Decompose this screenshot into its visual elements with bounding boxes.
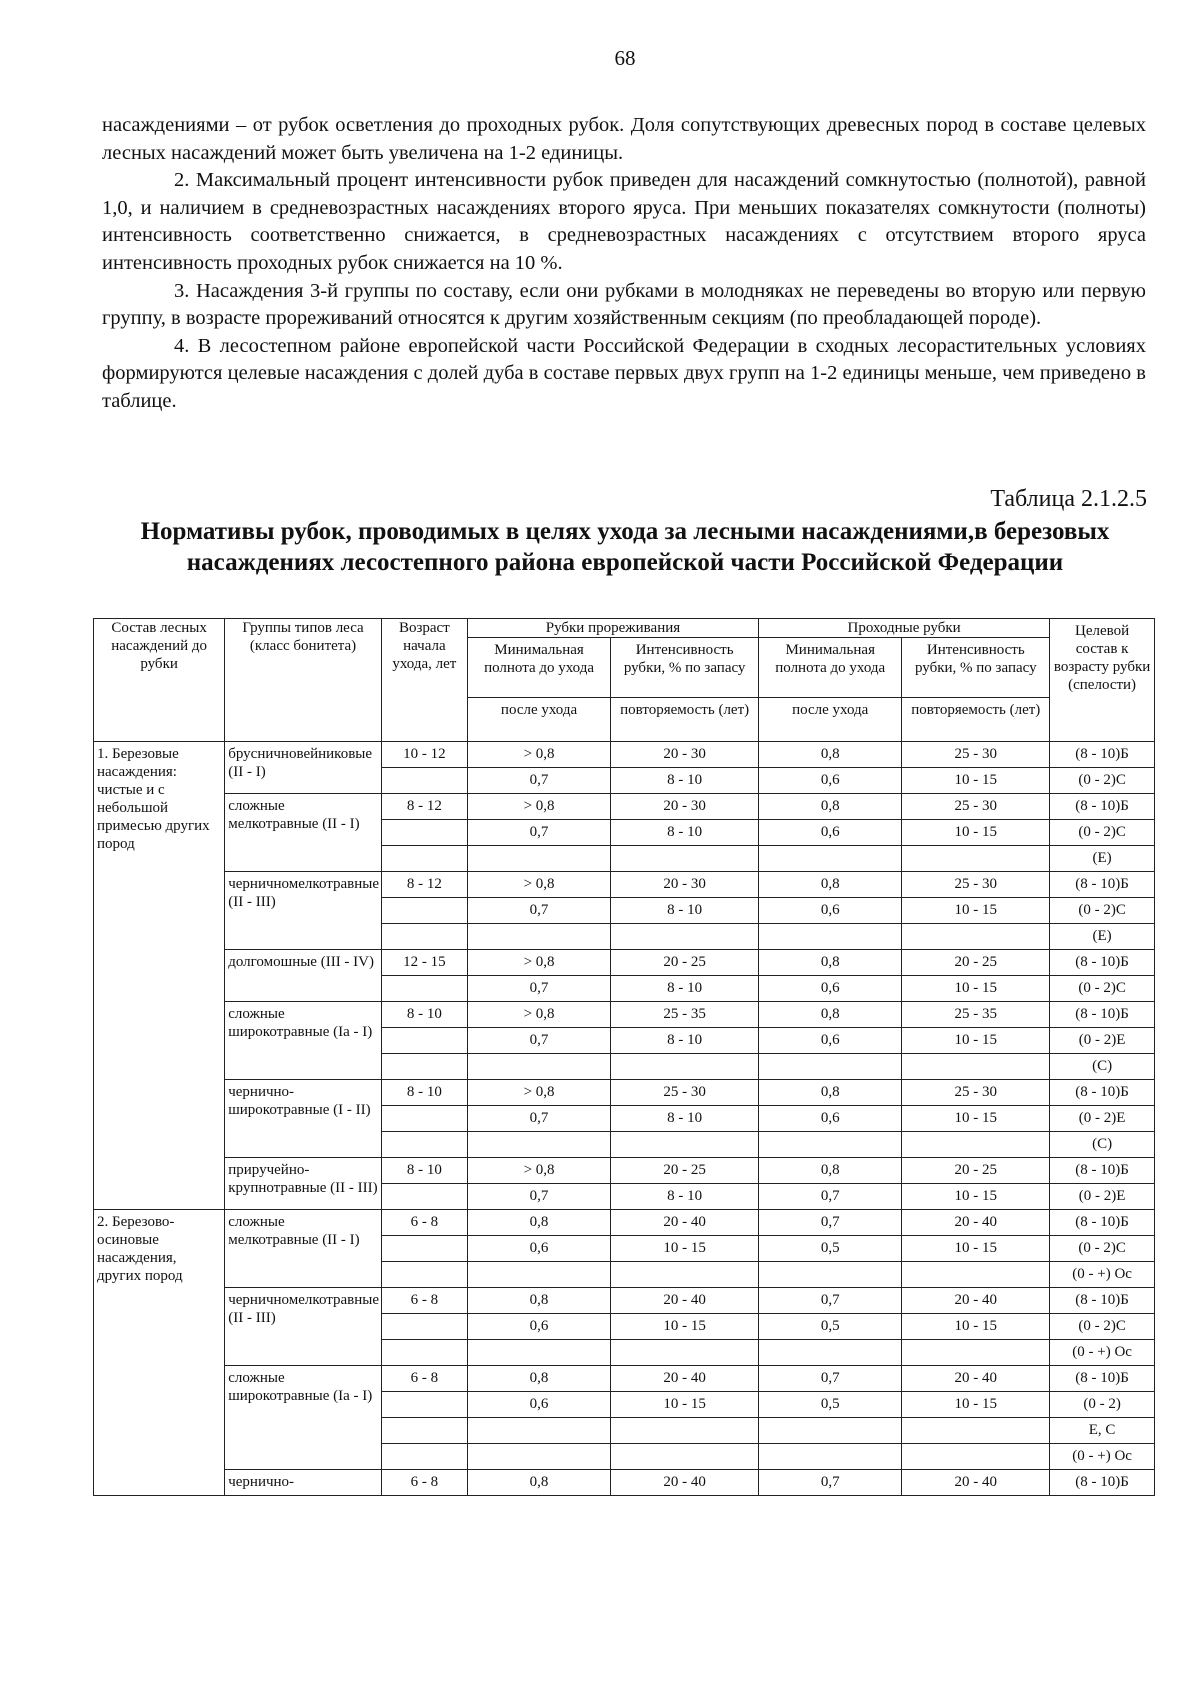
passage-intensity-cell [902, 1132, 1050, 1158]
passage-density-cell: 0,7 [759, 1210, 902, 1236]
header-target: Целевой состав к возрасту рубки (спелости) [1050, 619, 1155, 742]
intro-paragraph: насаждениями – от рубок осветления до проходных рубок. Доля сопутствующих древесных пород в составе целевых лесных насаждений может быть увеличена на 1-2 единицы. [102, 114, 1146, 164]
table-row [94, 1158, 1155, 1184]
target-composition-cell: (8 - 10)Б [1050, 1158, 1155, 1184]
start-age-cell [381, 898, 467, 924]
header-thinning: Рубки прореживания [467, 619, 758, 638]
start-age-cell [381, 820, 467, 846]
thinning-intensity-cell: 10 - 15 [611, 1314, 759, 1340]
passage-intensity-cell: 10 - 15 [902, 1392, 1050, 1418]
table-row [94, 1002, 1155, 1028]
thinning-density-cell: 0,6 [467, 1314, 610, 1340]
target-composition-cell: (0 - 2)Е [1050, 1028, 1155, 1054]
start-age-cell: 8 - 12 [381, 872, 467, 898]
start-age-cell [381, 924, 467, 950]
thinning-density-cell: > 0,8 [467, 872, 610, 898]
header-repeat: повторяемость (лет) [902, 698, 1050, 742]
start-age-cell: 8 - 10 [381, 1002, 467, 1028]
thinning-intensity-cell: 8 - 10 [611, 820, 759, 846]
passage-intensity-cell: 10 - 15 [902, 1028, 1050, 1054]
thinning-density-cell: 0,7 [467, 768, 610, 794]
table-header [94, 619, 1155, 742]
target-composition-cell: (0 - 2) [1050, 1392, 1155, 1418]
passage-intensity-cell: 25 - 30 [902, 742, 1050, 768]
forest-type-cell: чернично- [225, 1470, 382, 1496]
passage-intensity-cell: 10 - 15 [902, 768, 1050, 794]
passage-density-cell: 0,7 [759, 1366, 902, 1392]
table-row [94, 1288, 1155, 1314]
norms-table [93, 618, 1155, 1496]
target-composition-cell: (0 - 2)С [1050, 1314, 1155, 1340]
thinning-intensity-cell: 20 - 40 [611, 1470, 759, 1496]
passage-density-cell: 0,8 [759, 794, 902, 820]
composition-cell: 2. Березово-осиновые насаждения, других пород [94, 1210, 225, 1496]
passage-intensity-cell: 10 - 15 [902, 1236, 1050, 1262]
target-composition-cell: (0 - 2)Е [1050, 1106, 1155, 1132]
start-age-cell: 10 - 12 [381, 742, 467, 768]
header-after-care: после ухода [467, 698, 610, 742]
header-start-age: Возраст начала ухода, лет [381, 619, 467, 742]
table-row [94, 1210, 1155, 1236]
header-forest-groups: Группы типов леса (класс бонитета) [225, 619, 382, 742]
target-composition-cell: (0 - 2)Е [1050, 1184, 1155, 1210]
forest-type-cell: черничномелкотравные (II - III) [225, 1288, 382, 1366]
thinning-density-cell: 0,8 [467, 1288, 610, 1314]
composition-cell: 1. Березовые насаждения: чистые и с небольшой примесью других пород [94, 742, 225, 1210]
passage-intensity-cell: 10 - 15 [902, 820, 1050, 846]
thinning-intensity-cell: 20 - 30 [611, 872, 759, 898]
thinning-density-cell [467, 846, 610, 872]
table-row [94, 742, 1155, 768]
passage-intensity-cell [902, 924, 1050, 950]
start-age-cell: 12 - 15 [381, 950, 467, 976]
passage-intensity-cell: 20 - 40 [902, 1210, 1050, 1236]
passage-density-cell: 0,5 [759, 1236, 902, 1262]
start-age-cell [381, 1184, 467, 1210]
thinning-density-cell: 0,7 [467, 1028, 610, 1054]
thinning-intensity-cell [611, 1054, 759, 1080]
table-row [94, 1366, 1155, 1392]
header-min-density: Минимальная полнота до ухода [467, 638, 610, 698]
target-composition-cell: (0 - 2)С [1050, 976, 1155, 1002]
passage-density-cell: 0,8 [759, 872, 902, 898]
thinning-intensity-cell: 8 - 10 [611, 1028, 759, 1054]
thinning-density-cell: > 0,8 [467, 794, 610, 820]
thinning-density-cell [467, 1418, 610, 1444]
target-composition-cell: (Е) [1050, 846, 1155, 872]
forest-type-cell: приручейно-крупнотравные (II - III) [225, 1158, 382, 1210]
target-composition-cell: (8 - 10)Б [1050, 1002, 1155, 1028]
forest-type-cell: брусничновейниковые (II - I) [225, 742, 382, 794]
thinning-intensity-cell: 8 - 10 [611, 1106, 759, 1132]
target-composition-cell: (С) [1050, 1054, 1155, 1080]
header-after-care: после ухода [759, 698, 902, 742]
passage-density-cell: 0,8 [759, 950, 902, 976]
thinning-density-cell: 0,8 [467, 1210, 610, 1236]
thinning-intensity-cell: 10 - 15 [611, 1392, 759, 1418]
header-repeat: повторяемость (лет) [611, 698, 759, 742]
table-row [94, 1470, 1155, 1496]
passage-density-cell [759, 1262, 902, 1288]
target-composition-cell: (8 - 10)Б [1050, 742, 1155, 768]
table-title: Нормативы рубок, проводимых в целях ухода за лесными насаждениями,в березовых насаждениях лесостепного района европейской части Российской Федерации [140, 518, 1110, 576]
passage-intensity-cell: 20 - 40 [902, 1366, 1050, 1392]
thinning-density-cell: > 0,8 [467, 1158, 610, 1184]
thinning-intensity-cell: 20 - 40 [611, 1366, 759, 1392]
target-composition-cell: (0 - 2)С [1050, 768, 1155, 794]
thinning-intensity-cell [611, 1444, 759, 1470]
thinning-intensity-cell [611, 924, 759, 950]
passage-intensity-cell: 20 - 40 [902, 1288, 1050, 1314]
thinning-density-cell: 0,6 [467, 1392, 610, 1418]
start-age-cell [381, 846, 467, 872]
passage-density-cell: 0,8 [759, 742, 902, 768]
thinning-density-cell [467, 924, 610, 950]
start-age-cell [381, 1392, 467, 1418]
passage-density-cell: 0,6 [759, 898, 902, 924]
start-age-cell [381, 1132, 467, 1158]
start-age-cell: 8 - 10 [381, 1080, 467, 1106]
thinning-density-cell: 0,7 [467, 1106, 610, 1132]
target-composition-cell: (8 - 10)Б [1050, 794, 1155, 820]
thinning-intensity-cell [611, 1262, 759, 1288]
passage-intensity-cell [902, 1262, 1050, 1288]
passage-density-cell: 0,6 [759, 768, 902, 794]
thinning-density-cell: 0,7 [467, 1184, 610, 1210]
forest-type-cell: черничномелкотравные (II - III) [225, 872, 382, 950]
thinning-intensity-cell [611, 1340, 759, 1366]
start-age-cell [381, 976, 467, 1002]
passage-density-cell [759, 1418, 902, 1444]
table-row [94, 794, 1155, 820]
target-composition-cell: (8 - 10)Б [1050, 950, 1155, 976]
thinning-intensity-cell: 20 - 25 [611, 950, 759, 976]
thinning-density-cell: 0,7 [467, 898, 610, 924]
thinning-intensity-cell: 8 - 10 [611, 976, 759, 1002]
start-age-cell [381, 1444, 467, 1470]
header-intensity: Интенсивность рубки, % по запасу [902, 638, 1050, 698]
thinning-intensity-cell: 20 - 25 [611, 1158, 759, 1184]
target-composition-cell: (Е) [1050, 924, 1155, 950]
forest-type-cell: сложные мелкотравные (II - I) [225, 794, 382, 872]
thinning-density-cell: 0,7 [467, 820, 610, 846]
passage-density-cell [759, 1054, 902, 1080]
target-composition-cell: (0 - 2)С [1050, 820, 1155, 846]
passage-density-cell [759, 846, 902, 872]
thinning-intensity-cell [611, 846, 759, 872]
table-row [94, 950, 1155, 976]
passage-density-cell: 0,6 [759, 1106, 902, 1132]
start-age-cell [381, 1340, 467, 1366]
thinning-density-cell: 0,6 [467, 1236, 610, 1262]
start-age-cell [381, 1418, 467, 1444]
header-min-density: Минимальная полнота до ухода [759, 638, 902, 698]
passage-intensity-cell [902, 1054, 1050, 1080]
intro-text [102, 112, 1146, 416]
passage-intensity-cell: 10 - 15 [902, 1184, 1050, 1210]
passage-intensity-cell [902, 1418, 1050, 1444]
target-composition-cell: (8 - 10)Б [1050, 1366, 1155, 1392]
passage-intensity-cell: 10 - 15 [902, 1314, 1050, 1340]
start-age-cell: 6 - 8 [381, 1288, 467, 1314]
thinning-density-cell [467, 1262, 610, 1288]
forest-type-cell: долгомошные (III - IV) [225, 950, 382, 1002]
table-body [94, 742, 1155, 1496]
thinning-intensity-cell: 20 - 40 [611, 1288, 759, 1314]
passage-density-cell: 0,5 [759, 1392, 902, 1418]
target-composition-cell: (8 - 10)Б [1050, 1210, 1155, 1236]
thinning-density-cell [467, 1132, 610, 1158]
passage-intensity-cell: 20 - 25 [902, 1158, 1050, 1184]
target-composition-cell: (8 - 10)Б [1050, 1080, 1155, 1106]
start-age-cell [381, 1236, 467, 1262]
passage-density-cell: 0,6 [759, 1028, 902, 1054]
forest-type-cell: сложные мелкотравные (II - I) [225, 1210, 382, 1288]
passage-density-cell: 0,7 [759, 1470, 902, 1496]
target-composition-cell: (С) [1050, 1132, 1155, 1158]
passage-intensity-cell: 10 - 15 [902, 898, 1050, 924]
forest-type-cell: сложные широкотравные (Ia - I) [225, 1002, 382, 1080]
start-age-cell [381, 1028, 467, 1054]
passage-intensity-cell [902, 846, 1050, 872]
thinning-density-cell: > 0,8 [467, 1002, 610, 1028]
thinning-density-cell [467, 1054, 610, 1080]
thinning-intensity-cell: 20 - 30 [611, 742, 759, 768]
start-age-cell: 6 - 8 [381, 1210, 467, 1236]
thinning-density-cell: 0,8 [467, 1470, 610, 1496]
thinning-density-cell: 0,7 [467, 976, 610, 1002]
passage-intensity-cell: 25 - 30 [902, 872, 1050, 898]
start-age-cell: 6 - 8 [381, 1366, 467, 1392]
thinning-density-cell [467, 1444, 610, 1470]
start-age-cell [381, 1314, 467, 1340]
table-label: Таблица 2.1.2.5 [990, 486, 1147, 512]
target-composition-cell: Е, С [1050, 1418, 1155, 1444]
passage-density-cell [759, 924, 902, 950]
start-age-cell [381, 768, 467, 794]
passage-intensity-cell: 20 - 25 [902, 950, 1050, 976]
passage-density-cell [759, 1444, 902, 1470]
thinning-intensity-cell [611, 1418, 759, 1444]
thinning-density-cell: 0,8 [467, 1366, 610, 1392]
thinning-density-cell: > 0,8 [467, 950, 610, 976]
target-composition-cell: (8 - 10)Б [1050, 1288, 1155, 1314]
forest-type-cell: чернично-широкотравные (I - II) [225, 1080, 382, 1158]
header-intensity: Интенсивность рубки, % по запасу [611, 638, 759, 698]
passage-density-cell: 0,7 [759, 1184, 902, 1210]
passage-intensity-cell [902, 1444, 1050, 1470]
intro-paragraph: 4. В лесостепном районе европейской части Российской Федерации в сходных лесорастительных условиях формируются целевые насаждения с долей дуба в составе первых двух групп на 1-2 единицы меньше, чем приведено в таблице. [102, 334, 1146, 412]
passage-intensity-cell: 20 - 40 [902, 1470, 1050, 1496]
intro-paragraph: 2. Максимальный процент интенсивности рубок приведен для насаждений сомкнутостью (полнотой), равной 1,0, и наличием в средневозрастных насаждениях второго яруса. При меньших показателях сомкнутости (полноты) интенсивность соответственно снижается, в средневозрастных насаждениях с отсутствием второго яруса интенсивность проходных рубок снижается на 10 %. [102, 169, 1146, 274]
passage-density-cell [759, 1132, 902, 1158]
intro-paragraph: 3. Насаждения 3-й группы по составу, если они рубками в молодняках не переведены во вторую или первую группу, в возрасте прореживаний относятся к другим хозяйственным секциям (по преобладающей породе). [102, 279, 1146, 330]
passage-intensity-cell: 25 - 35 [902, 1002, 1050, 1028]
header-composition: Состав лесных насаждений до рубки [94, 619, 225, 742]
thinning-intensity-cell: 8 - 10 [611, 898, 759, 924]
start-age-cell: 8 - 10 [381, 1158, 467, 1184]
passage-density-cell: 0,8 [759, 1158, 902, 1184]
start-age-cell: 6 - 8 [381, 1470, 467, 1496]
thinning-intensity-cell: 25 - 30 [611, 1080, 759, 1106]
passage-intensity-cell: 25 - 30 [902, 1080, 1050, 1106]
table-row [94, 1080, 1155, 1106]
table-row [94, 872, 1155, 898]
passage-density-cell: 0,7 [759, 1288, 902, 1314]
thinning-density-cell [467, 1340, 610, 1366]
passage-intensity-cell: 10 - 15 [902, 976, 1050, 1002]
page-number: 68 [614, 46, 636, 70]
target-composition-cell: (0 - 2)С [1050, 898, 1155, 924]
thinning-intensity-cell: 20 - 40 [611, 1210, 759, 1236]
target-composition-cell: (0 - 2)С [1050, 1236, 1155, 1262]
passage-density-cell: 0,8 [759, 1080, 902, 1106]
thinning-intensity-cell: 10 - 15 [611, 1236, 759, 1262]
passage-intensity-cell [902, 1340, 1050, 1366]
thinning-density-cell: > 0,8 [467, 742, 610, 768]
target-composition-cell: (8 - 10)Б [1050, 872, 1155, 898]
forest-type-cell: сложные широкотравные (Ia - I) [225, 1366, 382, 1470]
start-age-cell [381, 1106, 467, 1132]
passage-intensity-cell: 10 - 15 [902, 1106, 1050, 1132]
passage-density-cell: 0,6 [759, 820, 902, 846]
thinning-intensity-cell: 8 - 10 [611, 768, 759, 794]
passage-density-cell [759, 1340, 902, 1366]
thinning-density-cell: > 0,8 [467, 1080, 610, 1106]
header-passage: Проходные рубки [759, 619, 1050, 638]
start-age-cell: 8 - 12 [381, 794, 467, 820]
passage-density-cell: 0,6 [759, 976, 902, 1002]
target-composition-cell: (0 - +) Ос [1050, 1262, 1155, 1288]
passage-intensity-cell: 25 - 30 [902, 794, 1050, 820]
thinning-intensity-cell: 8 - 10 [611, 1184, 759, 1210]
target-composition-cell: (0 - +) Ос [1050, 1444, 1155, 1470]
target-composition-cell: (0 - +) Ос [1050, 1340, 1155, 1366]
start-age-cell [381, 1054, 467, 1080]
passage-density-cell: 0,8 [759, 1002, 902, 1028]
thinning-intensity-cell: 25 - 35 [611, 1002, 759, 1028]
start-age-cell [381, 1262, 467, 1288]
target-composition-cell: (8 - 10)Б [1050, 1470, 1155, 1496]
passage-density-cell: 0,5 [759, 1314, 902, 1340]
thinning-intensity-cell [611, 1132, 759, 1158]
thinning-intensity-cell: 20 - 30 [611, 794, 759, 820]
